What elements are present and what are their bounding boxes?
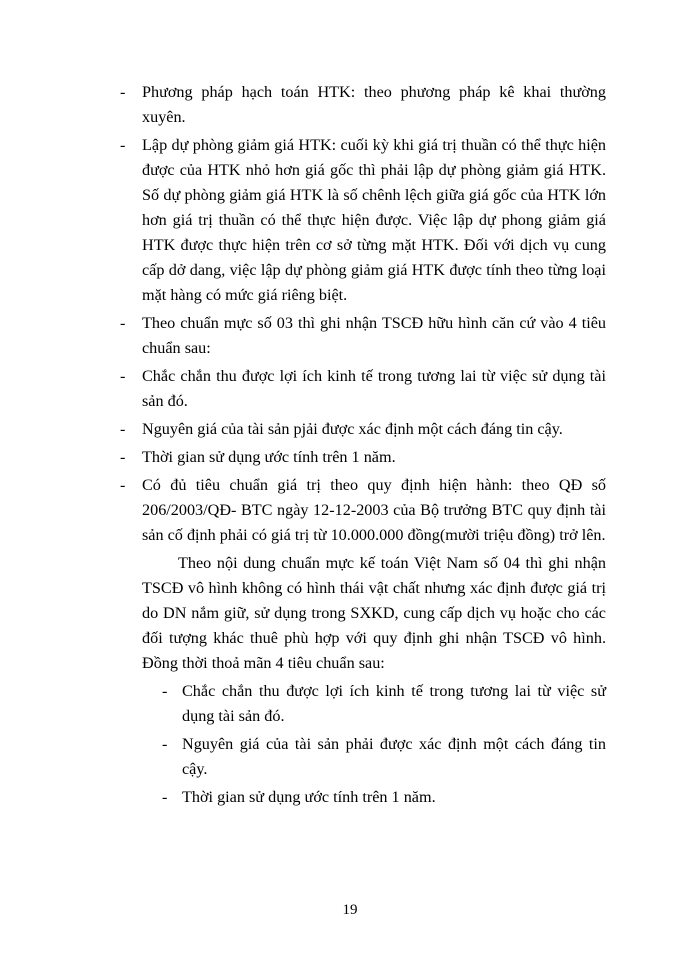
list-item xyxy=(120,473,606,548)
list-item-text: Chắc chắn thu được lợi ích kinh tế trong tương lai từ việc sử dụng tài sản đó. xyxy=(142,367,606,410)
page-number: 19 xyxy=(342,902,358,918)
list-item-text: Thời gian sử dụng ước tính trên 1 năm. xyxy=(142,448,396,466)
list-item xyxy=(120,445,606,470)
list-item-text: Phương pháp hạch toán HTK: theo phương pháp kê khai thường xuyên. xyxy=(142,83,606,126)
dash-bullet: - xyxy=(162,735,168,753)
list-item xyxy=(120,133,606,308)
dash-bullet: - xyxy=(120,448,126,466)
sub-list-item xyxy=(162,785,606,810)
dash-bullet: - xyxy=(162,682,168,700)
sub-list-item-text: Nguyên giá của tài sản phải được xác định một cách đáng tin cậy. xyxy=(182,735,606,778)
dash-bullet: - xyxy=(162,788,168,806)
dash-bullet: - xyxy=(120,476,126,494)
sub-list-item xyxy=(162,732,606,782)
dash-bullet: - xyxy=(120,314,126,332)
dash-bullet: - xyxy=(120,83,126,101)
dash-bullet: - xyxy=(120,367,126,385)
list-item xyxy=(120,364,606,414)
sub-list xyxy=(120,679,606,810)
list-item xyxy=(120,417,606,442)
sub-list-item-text: Chắc chắn thu được lợi ích kinh tế trong tương lai từ việc sử dụng tài sản đó. xyxy=(182,682,606,725)
dash-bullet: - xyxy=(120,136,126,154)
list-item xyxy=(120,311,606,361)
body-paragraph: Theo nội dung chuẩn mực kế toán Việt Nam số 04 thì ghi nhận TSCĐ vô hình không có hình thái vật chất nhưng xác định được giá trị do DN nắm giữ, sử dụng trong SXKD, cung cấp dịch vụ hoặc cho các đối tượng khác thuê phù hợp với quy định ghi nhận TSCĐ vô hình. Đồng thời thoả mãn 4 tiêu chuẩn sau: xyxy=(142,554,606,672)
list-item-text: Có đủ tiêu chuẩn giá trị theo quy định hiện hành: theo QĐ số 206/2003/QĐ- BTC ngày 12-12-2003 của Bộ trưởng BTC quy định tài sản cố định phải có giá trị từ 10.000.000 đồng(mười triệu đồng) trở lên. xyxy=(142,476,606,544)
page-body xyxy=(120,80,606,813)
sub-list-item xyxy=(162,679,606,729)
list-item xyxy=(120,80,606,130)
list-item-text: Nguyên giá của tài sản pjải được xác định một cách đáng tin cậy. xyxy=(142,420,563,438)
list-item-text: Theo chuẩn mực số 03 thì ghi nhận TSCĐ hữu hình căn cứ vào 4 tiêu chuẩn sau: xyxy=(142,314,606,357)
list-item-text: Lập dự phòng giảm giá HTK: cuối kỳ khi giá trị thuần có thể thực hiện được của HTK nhỏ hơn giá gốc thì phải lập dự phòng giảm giá HTK. Số dự phòng giảm giá HTK là số chênh lệch giữa giá gốc của HTK lớn hơn giá trị thuần có thể thực hiện được. Việc lập dự phong giảm giá HTK được thực hiện trên cơ sở từng mặt HTK. Đối với dịch vụ cung cấp dở dang, việc lập dự phòng giảm giá HTK được tính theo từng loại mặt hàng có mức giá riêng biệt. xyxy=(142,136,606,304)
sub-list-item-text: Thời gian sử dụng ước tính trên 1 năm. xyxy=(182,788,436,806)
dash-bullet: - xyxy=(120,420,126,438)
